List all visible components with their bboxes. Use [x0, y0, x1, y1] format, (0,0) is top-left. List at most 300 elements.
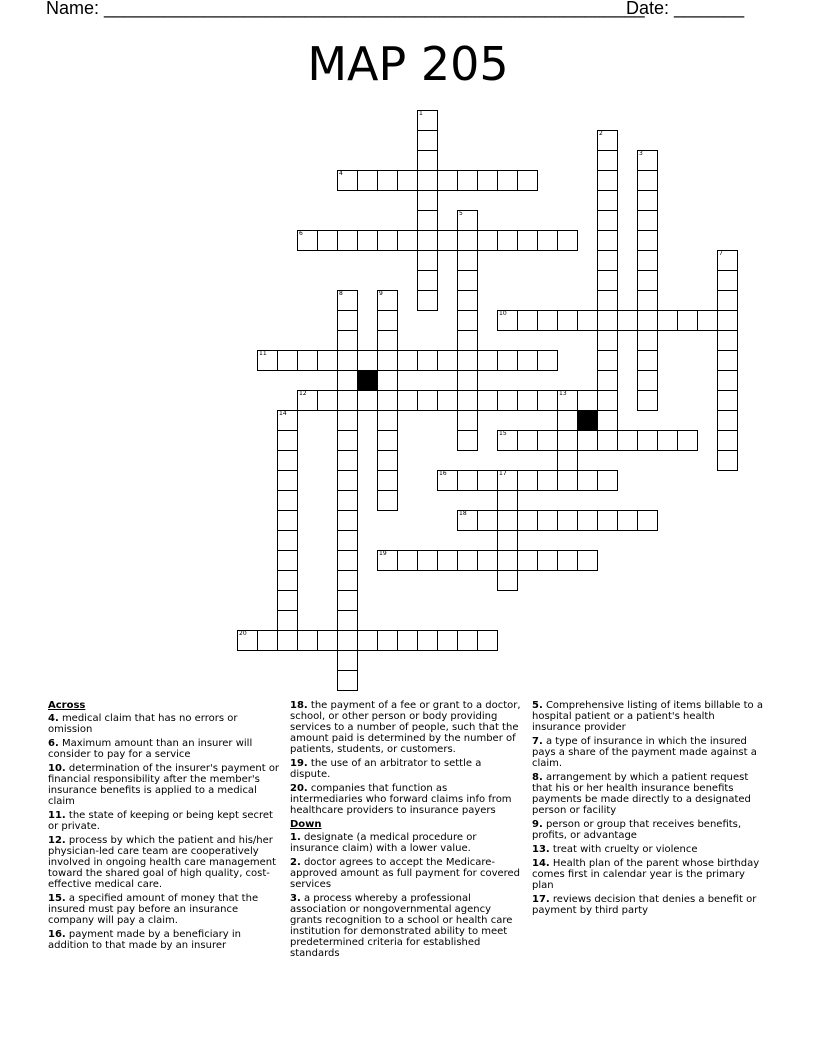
crossword-cell[interactable] [637, 270, 658, 291]
crossword-cell[interactable] [357, 350, 378, 371]
crossword-cell[interactable] [517, 230, 538, 251]
clue-text: companies that function as intermediaries who forward claims info from healthcare providers to insurance payers [290, 783, 512, 816]
crossword-cell[interactable] [457, 430, 478, 451]
clue-section-heading: Across [48, 700, 86, 711]
crossword-cell[interactable] [637, 210, 658, 231]
crossword-cell[interactable] [457, 510, 478, 531]
crossword-cell[interactable] [657, 310, 678, 331]
crossword-cell[interactable] [397, 550, 418, 571]
crossword-cell[interactable] [397, 230, 418, 251]
clue-number: 11 [259, 350, 267, 357]
crossword-cell[interactable] [377, 410, 398, 431]
crossword-cell[interactable] [617, 310, 638, 331]
crossword-cell[interactable] [277, 470, 298, 491]
crossword-cell[interactable] [337, 310, 358, 331]
crossword-cell[interactable] [337, 490, 358, 511]
crossword-cell[interactable] [277, 550, 298, 571]
crossword-cell[interactable] [457, 210, 478, 231]
crossword-cell[interactable] [597, 430, 618, 451]
crossword-cell[interactable] [317, 390, 338, 411]
crossword-cell[interactable] [337, 650, 358, 671]
clue-item [532, 844, 764, 855]
crossword-cell[interactable] [457, 630, 478, 651]
crossword-cell[interactable] [577, 470, 598, 491]
crossword-cell[interactable] [637, 250, 658, 271]
crossword-cell[interactable] [497, 390, 518, 411]
crossword-cell[interactable] [717, 450, 738, 471]
crossword-cell[interactable] [717, 370, 738, 391]
clue-number: 4 [339, 170, 343, 177]
crossword-cell[interactable] [637, 510, 658, 531]
clue-text: doctor agrees to accept the Medicare-approved amount as full payment for covered services [290, 857, 521, 890]
crossword-cell[interactable] [557, 450, 578, 471]
clue-item [290, 857, 522, 890]
crossword-cell[interactable] [377, 350, 398, 371]
crossword-cell[interactable] [637, 150, 658, 171]
name-field-label: Name: ______________________________________________________ [46, 0, 645, 18]
crossword-cell[interactable] [537, 550, 558, 571]
clue-number-label: 3. [290, 893, 301, 904]
clue-item [290, 832, 522, 854]
crossword-cell[interactable] [557, 230, 578, 251]
crossword-cell[interactable] [337, 330, 358, 351]
crossword-cell[interactable] [477, 550, 498, 571]
crossword-cell[interactable] [437, 550, 458, 571]
clue-item [48, 738, 280, 760]
crossword-cell[interactable] [417, 250, 438, 271]
crossword-cell[interactable] [357, 390, 378, 411]
crossword-cell[interactable] [417, 130, 438, 151]
clue-number: 3 [639, 150, 643, 157]
crossword-cell[interactable] [417, 630, 438, 651]
crossword-cell[interactable] [457, 370, 478, 391]
crossword-cell[interactable] [497, 490, 518, 511]
crossword-cell[interactable] [597, 250, 618, 271]
crossword-cell[interactable] [457, 310, 478, 331]
crossword-cell[interactable] [457, 550, 478, 571]
crossword-cell[interactable] [437, 170, 458, 191]
crossword-cell[interactable] [597, 470, 618, 491]
clue-number: 20 [239, 630, 247, 637]
clues-column-1 [48, 700, 280, 954]
crossword-cell[interactable] [417, 270, 438, 291]
crossword-cell[interactable] [537, 510, 558, 531]
page-title: MAP 205 [307, 37, 509, 91]
crossword-cell[interactable] [337, 550, 358, 571]
clue-text: Health plan of the parent whose birthday comes first in calendar year is the primary plan [532, 858, 760, 891]
crossword-cell[interactable] [457, 250, 478, 271]
clue-item [48, 763, 280, 807]
clue-number: 1 [419, 110, 423, 117]
crossword-cell[interactable] [477, 230, 498, 251]
clue-number: 17 [499, 470, 507, 477]
clue-number-label: 7. [532, 736, 543, 747]
crossword-cell[interactable] [497, 350, 518, 371]
clue-number-label: 8. [532, 772, 543, 783]
crossword-cell[interactable] [337, 230, 358, 251]
crossword-cell[interactable] [257, 350, 278, 371]
crossword-cell[interactable] [537, 430, 558, 451]
clue-item [48, 929, 280, 951]
crossword-black-cell [577, 410, 598, 431]
crossword-cell[interactable] [517, 550, 538, 571]
crossword-cell[interactable] [597, 290, 618, 311]
clue-item [290, 783, 522, 816]
crossword-cell[interactable] [517, 510, 538, 531]
crossword-cell[interactable] [317, 630, 338, 651]
crossword-cell[interactable] [597, 150, 618, 171]
crossword-cell[interactable] [457, 290, 478, 311]
crossword-cell[interactable] [417, 350, 438, 371]
clue-number: 6 [299, 230, 303, 237]
clue-number-label: 4. [48, 713, 59, 724]
crossword-cell[interactable] [597, 370, 618, 391]
crossword-cell[interactable] [437, 230, 458, 251]
crossword-cell[interactable] [597, 390, 618, 411]
crossword-cell[interactable] [277, 590, 298, 611]
crossword-cell[interactable] [457, 330, 478, 351]
crossword-cell[interactable] [497, 530, 518, 551]
clue-text: the payment of a fee or grant to a doctor, school, or other person or body providing services to a number of people, such that the amount paid is determined by the number of patients, students, or customers. [290, 700, 521, 755]
clue-item [48, 893, 280, 926]
crossword-cell[interactable] [597, 330, 618, 351]
crossword-cell[interactable] [517, 310, 538, 331]
clue-item [290, 700, 522, 755]
crossword-cell[interactable] [237, 630, 258, 651]
crossword-cell[interactable] [537, 470, 558, 491]
crossword-cell[interactable] [377, 450, 398, 471]
clue-item [532, 772, 764, 816]
clue-number-label: 20. [290, 783, 308, 794]
crossword-cell[interactable] [637, 290, 658, 311]
crossword-cell[interactable] [337, 610, 358, 631]
crossword-cell[interactable] [337, 390, 358, 411]
crossword-cell[interactable] [437, 470, 458, 491]
crossword-cell[interactable] [497, 430, 518, 451]
crossword-cell[interactable] [377, 230, 398, 251]
clue-item [532, 894, 764, 916]
crossword-cell[interactable] [597, 270, 618, 291]
crossword-cell[interactable] [377, 630, 398, 651]
clue-section-heading: Down [290, 819, 322, 830]
crossword-cell[interactable] [517, 470, 538, 491]
clue-text: reviews decision that denies a benefit or payment by third party [532, 894, 757, 916]
crossword-cell[interactable] [457, 470, 478, 491]
crossword-cell[interactable] [497, 570, 518, 591]
crossword-cell[interactable] [277, 410, 298, 431]
crossword-cell[interactable] [337, 670, 358, 691]
clue-text: the use of an arbitrator to settle a dispute. [290, 758, 482, 780]
crossword-cell[interactable] [597, 410, 618, 431]
crossword-cell[interactable] [577, 390, 598, 411]
crossword-cell[interactable] [417, 210, 438, 231]
crossword-cell[interactable] [497, 550, 518, 571]
clue-number-label: 5. [532, 700, 543, 711]
crossword-cell[interactable] [637, 370, 658, 391]
crossword-cell[interactable] [717, 430, 738, 451]
clue-number-label: 14. [532, 858, 550, 869]
crossword-cell[interactable] [377, 170, 398, 191]
crossword-cell[interactable] [577, 310, 598, 331]
crossword-cell[interactable] [337, 290, 358, 311]
crossword-cell[interactable] [377, 430, 398, 451]
crossword-cell[interactable] [557, 550, 578, 571]
crossword-cell[interactable] [637, 310, 658, 331]
crossword-cell[interactable] [377, 390, 398, 411]
crossword-cell[interactable] [597, 190, 618, 211]
clue-number-label: 9. [532, 819, 543, 830]
clue-number: 9 [379, 290, 383, 297]
crossword-cell[interactable] [557, 510, 578, 531]
clue-item [532, 700, 764, 733]
crossword-cell[interactable] [297, 390, 318, 411]
crossword-cell[interactable] [337, 170, 358, 191]
crossword-cell[interactable] [537, 350, 558, 371]
clue-item [532, 736, 764, 769]
clues-column-2 [290, 700, 522, 962]
crossword-cell[interactable] [637, 230, 658, 251]
crossword-cell[interactable] [557, 410, 578, 431]
crossword-cell[interactable] [497, 470, 518, 491]
crossword-cell[interactable] [277, 610, 298, 631]
date-field-label: Date: _______ [626, 0, 745, 18]
crossword-cell[interactable] [637, 350, 658, 371]
clue-text: process by which the patient and his/her physician-led care team are cooperatively involved in ongoing health care management toward the shared goal of high quality, cost-effective medical care. [48, 835, 277, 890]
crossword-cell[interactable] [517, 350, 538, 371]
crossword-cell[interactable] [697, 310, 718, 331]
clue-text: treat with cruelty or violence [549, 844, 698, 855]
crossword-cell[interactable] [577, 550, 598, 571]
crossword-cell[interactable] [297, 630, 318, 651]
crossword-cell[interactable] [537, 390, 558, 411]
crossword-cell[interactable] [257, 630, 278, 651]
crossword-cell[interactable] [557, 390, 578, 411]
crossword-cell[interactable] [277, 350, 298, 371]
crossword-cell[interactable] [637, 190, 658, 211]
crossword-cell[interactable] [637, 430, 658, 451]
crossword-cell[interactable] [277, 630, 298, 651]
clue-item [48, 810, 280, 832]
clue-text: Maximum amount than an insurer will consider to pay for a service [48, 738, 253, 760]
crossword-cell[interactable] [477, 170, 498, 191]
crossword-cell[interactable] [397, 350, 418, 371]
clue-text: a type of insurance in which the insured pays a share of the payment made against a claim. [532, 736, 757, 769]
crossword-cell[interactable] [577, 430, 598, 451]
crossword-cell[interactable] [377, 290, 398, 311]
clue-text: payment made by a beneficiary in addition to that made by an insurer [48, 929, 241, 951]
crossword-cell[interactable] [597, 510, 618, 531]
clue-text: the state of keeping or being kept secret or private. [48, 810, 273, 832]
crossword-cell[interactable] [637, 390, 658, 411]
crossword-cell[interactable] [637, 330, 658, 351]
clue-number-label: 6. [48, 738, 59, 749]
crossword-cell[interactable] [497, 230, 518, 251]
clue-number: 7 [719, 250, 723, 257]
crossword-cell[interactable] [457, 410, 478, 431]
crossword-cell[interactable] [517, 390, 538, 411]
clue-number: 5 [459, 210, 463, 217]
crossword-cell[interactable] [457, 390, 478, 411]
crossword-cell[interactable] [337, 370, 358, 391]
crossword-cell[interactable] [477, 510, 498, 531]
crossword-black-cell [357, 370, 378, 391]
crossword-cell[interactable] [277, 570, 298, 591]
clue-item [290, 893, 522, 959]
crossword-cell[interactable] [617, 430, 638, 451]
crossword-cell[interactable] [277, 430, 298, 451]
clue-number-label: 15. [48, 893, 66, 904]
clue-number: 18 [459, 510, 467, 517]
clue-text: person or group that receives benefits, profits, or advantage [532, 819, 742, 841]
crossword-cell[interactable] [337, 630, 358, 651]
clue-item [290, 758, 522, 780]
crossword-cell[interactable] [277, 530, 298, 551]
crossword-cell[interactable] [657, 430, 678, 451]
crossword-cell[interactable] [597, 350, 618, 371]
crossword-cell[interactable] [337, 590, 358, 611]
clue-text: a specified amount of money that the insured must pay before an insurance company will pay a claim. [48, 893, 259, 926]
crossword-cell[interactable] [337, 430, 358, 451]
crossword-cell[interactable] [337, 450, 358, 471]
clue-number-label: 19. [290, 758, 308, 769]
clues-column-3 [532, 700, 764, 919]
crossword-cell[interactable] [357, 170, 378, 191]
clue-number: 13 [559, 390, 567, 397]
crossword-cell[interactable] [417, 190, 438, 211]
clue-number-label: 17. [532, 894, 550, 905]
crossword-cell[interactable] [377, 470, 398, 491]
crossword-cell[interactable] [717, 330, 738, 351]
crossword-cell[interactable] [557, 470, 578, 491]
crossword-cell[interactable] [417, 390, 438, 411]
crossword-cell[interactable] [477, 470, 498, 491]
crossword-cell[interactable] [337, 470, 358, 491]
crossword-cell[interactable] [497, 170, 518, 191]
clue-text: designate (a medical procedure or insurance claim) with a lower value. [290, 832, 477, 854]
crossword-cell[interactable] [377, 330, 398, 351]
crossword-cell[interactable] [617, 510, 638, 531]
clue-number: 15 [499, 430, 507, 437]
crossword-cell[interactable] [577, 510, 598, 531]
crossword-cell[interactable] [377, 550, 398, 571]
crossword-cell[interactable] [337, 350, 358, 371]
crossword-cell[interactable] [437, 630, 458, 651]
crossword-cell[interactable] [637, 170, 658, 191]
crossword-cell[interactable] [717, 350, 738, 371]
crossword-cell[interactable] [337, 570, 358, 591]
crossword-cell[interactable] [717, 310, 738, 331]
crossword-cell[interactable] [417, 230, 438, 251]
clue-text: determination of the insurer's payment or financial responsibility after the member's insurance benefits is applied to a medical claim [48, 763, 280, 807]
crossword-cell[interactable] [537, 310, 558, 331]
crossword-cell[interactable] [517, 430, 538, 451]
crossword-cell[interactable] [377, 490, 398, 511]
crossword-cell[interactable] [677, 430, 698, 451]
clue-number-label: 11. [48, 810, 66, 821]
clue-item [48, 713, 280, 735]
crossword-cell[interactable] [357, 230, 378, 251]
crossword-cell[interactable] [397, 170, 418, 191]
crossword-cell[interactable] [417, 170, 438, 191]
crossword-cell[interactable] [557, 430, 578, 451]
crossword-cell[interactable] [277, 490, 298, 511]
crossword-cell[interactable] [557, 310, 578, 331]
crossword-cell[interactable] [597, 210, 618, 231]
clue-text: medical claim that has no errors or omission [48, 713, 238, 735]
crossword-cell[interactable] [417, 110, 438, 131]
crossword-cell[interactable] [477, 630, 498, 651]
clue-number-label: 12. [48, 835, 66, 846]
crossword-cell[interactable] [297, 230, 318, 251]
crossword-cell[interactable] [437, 390, 458, 411]
crossword-cell[interactable] [317, 230, 338, 251]
crossword-cell[interactable] [417, 290, 438, 311]
crossword-cell[interactable] [457, 270, 478, 291]
clue-item [48, 835, 280, 890]
crossword-cell[interactable] [457, 350, 478, 371]
crossword-cell[interactable] [437, 350, 458, 371]
crossword-cell[interactable] [477, 390, 498, 411]
crossword-cell[interactable] [417, 550, 438, 571]
crossword-cell[interactable] [357, 630, 378, 651]
clue-number-label: 1. [290, 832, 301, 843]
clue-number: 12 [299, 390, 307, 397]
clue-item [532, 858, 764, 891]
crossword-cell[interactable] [717, 410, 738, 431]
crossword-cell[interactable] [457, 230, 478, 251]
clue-number-label: 13. [532, 844, 550, 855]
crossword-cell[interactable] [597, 130, 618, 151]
clue-number: 14 [279, 410, 287, 417]
crossword-cell[interactable] [297, 350, 318, 371]
crossword-cell[interactable] [477, 350, 498, 371]
crossword-cell[interactable] [337, 410, 358, 431]
clue-number-label: 10. [48, 763, 66, 774]
crossword-cell[interactable] [597, 310, 618, 331]
crossword-cell[interactable] [537, 230, 558, 251]
crossword-cell[interactable] [417, 150, 438, 171]
crossword-cell[interactable] [497, 310, 518, 331]
crossword-cell[interactable] [717, 270, 738, 291]
crossword-cell[interactable] [717, 290, 738, 311]
crossword-cell[interactable] [497, 510, 518, 531]
clue-number-label: 16. [48, 929, 66, 940]
crossword-cell[interactable] [457, 170, 478, 191]
clue-number: 8 [339, 290, 343, 297]
clue-number: 2 [599, 130, 603, 137]
crossword-cell[interactable] [717, 250, 738, 271]
crossword-cell[interactable] [377, 370, 398, 391]
clue-item [532, 819, 764, 841]
crossword-cell[interactable] [717, 390, 738, 411]
clue-text: arrangement by which a patient request that his or her health insurance benefits payments be made directly to a designated person or facility [532, 772, 751, 816]
crossword-cell[interactable] [597, 170, 618, 191]
clue-number: 16 [439, 470, 447, 477]
crossword-cell[interactable] [277, 450, 298, 471]
clue-number: 10 [499, 310, 507, 317]
crossword-cell[interactable] [317, 350, 338, 371]
crossword-cell[interactable] [397, 390, 418, 411]
crossword-cell[interactable] [277, 510, 298, 531]
crossword-cell[interactable] [337, 530, 358, 551]
crossword-cell[interactable] [377, 310, 398, 331]
crossword-cell[interactable] [337, 510, 358, 531]
crossword-cell[interactable] [597, 230, 618, 251]
crossword-cell[interactable] [517, 170, 538, 191]
crossword-cell[interactable] [397, 630, 418, 651]
clue-text: a process whereby a professional association or nongovernmental agency grants recognition to a school or health care institution for demonstrated ability to meet predetermined criteria for established standards [290, 893, 513, 959]
crossword-cell[interactable] [677, 310, 698, 331]
